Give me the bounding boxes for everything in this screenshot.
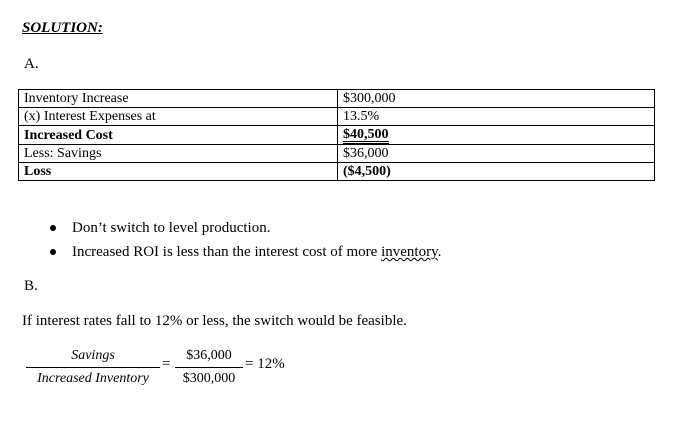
conclusion-list <box>50 218 441 266</box>
row-label: (x) Interest Expenses at <box>19 108 338 126</box>
spelling-flagged-word: inventory <box>381 244 438 260</box>
bullet-icon <box>50 249 56 255</box>
table-row <box>19 126 655 145</box>
part-a-label: A. <box>24 56 39 72</box>
row-value: $36,000 <box>338 145 655 163</box>
equals-sign: = <box>162 356 171 372</box>
row-label: Inventory Increase <box>19 90 338 108</box>
fraction-denominator: Increased Inventory <box>37 371 149 386</box>
formula-result: = 12% <box>245 356 285 372</box>
row-value: 13.5% <box>338 108 655 126</box>
row-value: ($4,500) <box>338 163 655 181</box>
bullet-text: Don’t switch to level production. <box>72 220 271 236</box>
cost-table <box>18 89 655 181</box>
row-label: Less: Savings <box>19 145 338 163</box>
row-value: $300,000 <box>338 90 655 108</box>
list-item <box>50 218 441 242</box>
fraction-denominator: $300,000 <box>182 371 236 386</box>
bullet-text-end: . <box>437 244 442 260</box>
part-b-label: B. <box>24 278 38 294</box>
fraction-numerator: $36,000 <box>186 348 232 363</box>
solution-heading: SOLUTION: <box>22 20 103 36</box>
fraction-bar <box>26 367 160 368</box>
fraction-savings-over-inventory <box>26 348 160 387</box>
fraction-numerator: Savings <box>71 348 115 363</box>
feasibility-statement: If interest rates fall to 12% or less, the switch would be feasible. <box>22 313 407 329</box>
row-label: Loss <box>19 163 338 181</box>
table-row <box>19 163 655 181</box>
table-row <box>19 90 655 108</box>
row-value: $40,500 <box>343 127 389 142</box>
list-item <box>50 242 441 266</box>
table-row <box>19 145 655 163</box>
row-label: Increased Cost <box>19 126 338 145</box>
table-row <box>19 108 655 126</box>
row-value-cell <box>338 126 655 145</box>
bullet-icon <box>50 225 56 231</box>
fraction-values <box>175 348 243 387</box>
bullet-text: Increased ROI is less than the interest cost of more <box>72 244 382 260</box>
fraction-bar <box>175 367 243 368</box>
